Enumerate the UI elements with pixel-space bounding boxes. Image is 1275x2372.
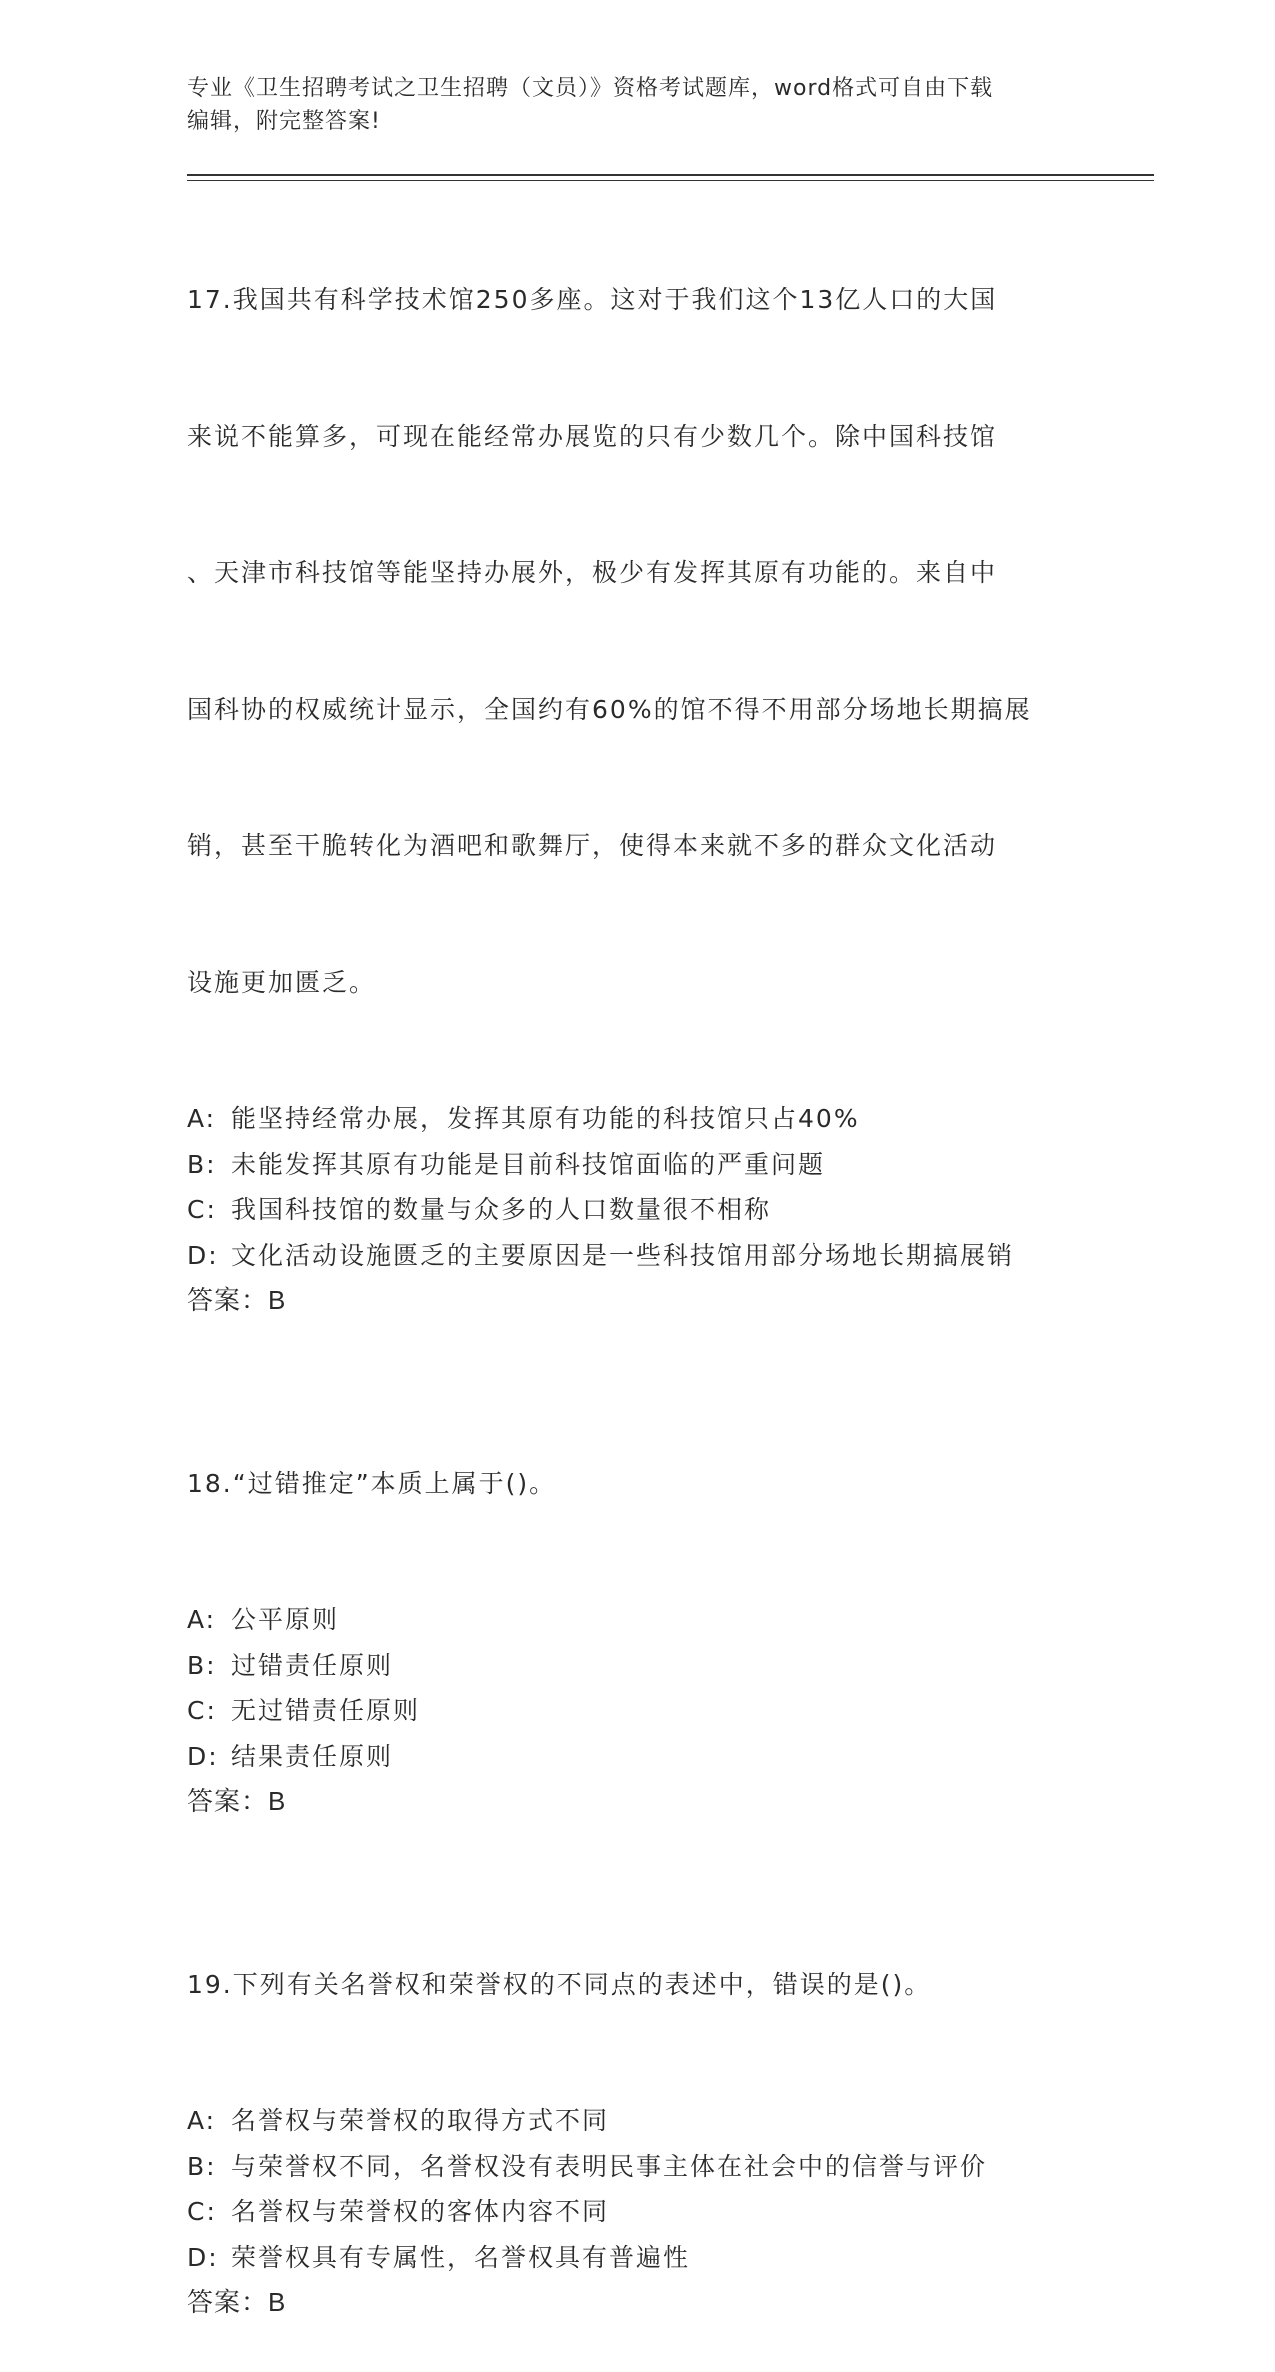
option-d (187, 1734, 1087, 1780)
question-17 (187, 186, 1087, 1324)
header-line-2: 编辑，附完整答案! (187, 109, 381, 134)
option-text: 名誉权与荣誉权的客体内容不同 (231, 2197, 610, 2226)
option-c (187, 1187, 1087, 1233)
stem-line: 、天津市科技馆等能坚持办展外，极少有发挥其原有功能的。来自中 (187, 558, 998, 587)
document-header (187, 72, 1087, 138)
option-text: 名誉权与荣誉权的取得方式不同 (231, 2106, 610, 2135)
option-text: 我国科技馆的数量与众多的人口数量很不相称 (231, 1195, 772, 1224)
header-line-1: 专业《卫生招聘考试之卫生招聘（文员）》资格考试题库，word格式可自由下载 (187, 76, 994, 101)
option-letter: C: (187, 2197, 217, 2226)
option-c (187, 1688, 1087, 1734)
option-b (187, 1643, 1087, 1689)
answer-line: 答案：B (187, 2287, 287, 2317)
option-text: 结果责任原则 (231, 1741, 394, 1771)
option-text: 能坚持经常办展，发挥其原有功能的科技馆只占40% (231, 1104, 860, 1133)
option-letter: B: (187, 1650, 217, 1680)
stem-line: 国科协的权威统计显示，全国约有60%的馆不得不用部分场地长期搞展 (187, 694, 1032, 724)
option-letter: C: (187, 1696, 217, 1725)
stem-line: 18.“过错推定”本质上属于()。 (187, 1468, 557, 1498)
option-letter: A: (187, 1104, 217, 1133)
option-letter: D: (187, 1240, 219, 1270)
option-b (187, 1142, 1087, 1188)
option-letter: C: (187, 1195, 217, 1224)
option-text: 无过错责任原则 (231, 1696, 421, 1725)
option-text: 过错责任原则 (231, 1650, 394, 1680)
question-18 (187, 1370, 1087, 1825)
option-text: 文化活动设施匮乏的主要原因是一些科技馆用部分场地长期搞展销 (231, 1240, 1015, 1270)
answer-line: 答案：B (187, 1285, 287, 1315)
option-text: 与荣誉权不同，名誉权没有表明民事主体在社会中的信誉与评价 (231, 2151, 988, 2181)
option-text: 荣誉权具有专属性，名誉权具有普遍性 (231, 2242, 691, 2272)
question-stem (187, 186, 1087, 1096)
question-stem (187, 1370, 1087, 1598)
header-divider-thick (187, 174, 1154, 176)
option-a (187, 1096, 1087, 1142)
option-d (187, 2235, 1087, 2281)
option-letter: B: (187, 1149, 217, 1179)
option-letter: D: (187, 1741, 219, 1771)
header-divider-thin (187, 180, 1154, 181)
option-letter: D: (187, 2242, 219, 2272)
option-text: 公平原则 (231, 1605, 340, 1634)
stem-line: 销，甚至干脆转化为酒吧和歌舞厅，使得本来就不多的群众文化活动 (187, 831, 998, 860)
option-a (187, 1597, 1087, 1643)
stem-line: 17.我国共有科学技术馆250多座。这对于我们这个13亿人口的大国 (187, 285, 998, 314)
option-letter: B: (187, 2151, 217, 2181)
question-19 (187, 1871, 1087, 2326)
stem-line: 设施更加匮乏。 (187, 967, 377, 997)
option-d (187, 1233, 1087, 1279)
option-c (187, 2189, 1087, 2235)
option-letter: A: (187, 1605, 217, 1634)
question-list (187, 186, 1087, 2372)
question-stem (187, 1871, 1087, 2099)
option-text: 未能发挥其原有功能是目前科技馆面临的严重问题 (231, 1149, 826, 1179)
stem-line: 来说不能算多，可现在能经常办展览的只有少数几个。除中国科技馆 (187, 421, 998, 451)
option-letter: A: (187, 2106, 217, 2135)
option-b (187, 2144, 1087, 2190)
stem-line: 19.下列有关名誉权和荣誉权的不同点的表述中，错误的是()。 (187, 1969, 932, 1999)
option-a (187, 2098, 1087, 2144)
answer-line: 答案：B (187, 1786, 287, 1816)
